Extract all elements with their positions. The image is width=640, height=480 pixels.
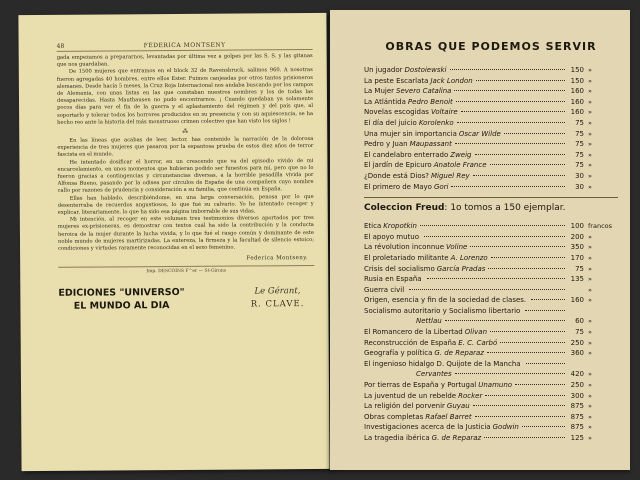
leader-dots	[473, 175, 565, 176]
book-entry	[364, 76, 618, 87]
paragraph: Mi intención, al recoger en este volumen tres testimonios diversos aportados por tres mujeres ex-prisioneras, es demostrar con textos cuál ha sido la contribución y la conducta heroica de la mujer durante la lucha vivida, y lo que fué el rasgo común y dominante de este noble mundo de mujeres martirizadas. La entereza, la firmeza y la facultad de silencio estoico; condiciones y virtudes raramente reconocidas en el sexo femenino.	[57, 215, 315, 252]
leader-dots	[488, 268, 565, 269]
left-page	[18, 13, 329, 471]
leader-dots	[531, 299, 565, 300]
book-title: La tragedia ibérica	[364, 434, 430, 442]
gerant-block	[251, 285, 305, 311]
book-author: Anatole France	[433, 161, 487, 170]
book-price: 75	[575, 264, 584, 273]
book-author: Unamuno	[478, 381, 513, 390]
book-price: 135	[570, 275, 584, 284]
book-entry	[364, 264, 618, 275]
book-entry	[364, 232, 618, 243]
book-title: La religión del porvenir	[364, 402, 445, 411]
divider	[364, 197, 618, 198]
paragraph: Ellas han hablado, describiéndome, en una larga conversación, penosa por lo que desenterraba de recuerdos angustiosos, lo que fué su calvario. Yo he intentado recoger y explicar, literariamente, lo que ha sido esa página imborrable de sus vidas.	[57, 193, 314, 216]
leader-dots	[515, 384, 565, 385]
book-price: 75	[575, 140, 584, 149]
signature: Federica Montseny.	[246, 255, 309, 262]
price-unit: »	[588, 391, 592, 400]
book-title: El primero de Mayo	[364, 182, 432, 191]
price-unit: »	[588, 296, 592, 305]
book-price: 75	[575, 129, 584, 138]
leader-dots	[470, 246, 565, 247]
leader-dots	[473, 405, 565, 406]
book-author: Guyau	[446, 402, 470, 411]
book-price: 875	[570, 402, 584, 411]
leader-dots	[451, 186, 565, 187]
book-price: 75	[575, 161, 584, 170]
price-unit: »	[588, 275, 592, 284]
price-unit: »	[588, 349, 592, 358]
book-title: Etica	[364, 222, 382, 231]
book-title: Guerra civil	[364, 285, 405, 294]
book-title: La juventud de un rebelde	[364, 391, 457, 400]
book-price: 350	[570, 243, 584, 252]
leader-dots	[475, 154, 566, 155]
paragraph: He intentado dosificar el horror, en un crescendo que va del episodio vivido de mi encarcelamiento, en unos momentos que hubieran podido ser funestos para mí, pero que no lo fueron gracias a contingencias y circunstancias diversas, a la horrible pesadilla vivida por Alfonsa Bueno, pasando por la odisea por círculos de España de una compañera cuyo nombre callo por razones de prudencia y consideración a su familia, que continúa en España.	[57, 157, 314, 195]
book-entry	[364, 401, 618, 412]
price-unit: »	[588, 232, 592, 241]
book-entry	[364, 316, 618, 327]
book-entry	[364, 422, 618, 433]
running-title: FEDERICA MONTSENY	[143, 41, 226, 50]
price-unit: »	[588, 253, 592, 262]
book-price: 420	[570, 370, 584, 379]
book-price: 75	[575, 150, 584, 159]
leader-dots	[487, 352, 565, 353]
book-entry	[364, 139, 618, 150]
book-author: E. C. Carbó	[458, 338, 498, 347]
leader-dots	[490, 164, 565, 165]
book-price: 250	[570, 338, 584, 347]
book-title: La révolution inconnue	[364, 243, 445, 252]
book-author: Nettlau	[416, 317, 442, 326]
price-unit: francos	[588, 222, 613, 231]
book-author: Jack London	[430, 76, 473, 85]
price-unit: »	[588, 243, 592, 252]
catalog-title: OBRAS QUE PODEMOS SERVIR	[385, 40, 597, 53]
leader-dots	[457, 122, 565, 123]
book-author: Oscar Wilde	[458, 129, 501, 138]
gerant-name: R. CLAVE.	[250, 299, 305, 310]
book-entry	[364, 86, 618, 97]
price-unit: »	[588, 97, 592, 106]
leader-dots	[526, 363, 565, 364]
works-list	[364, 65, 618, 192]
book-title: ¿Donde está Dios?	[364, 171, 429, 180]
leader-dots	[485, 395, 565, 396]
price-unit: »	[588, 150, 592, 159]
book-entry	[364, 65, 618, 76]
book-author: Rafael Barret	[425, 412, 472, 421]
leader-dots	[456, 101, 565, 102]
book-entry	[364, 107, 618, 118]
book-author: Godwin	[492, 423, 519, 432]
gerant-label: Le Gérant,	[254, 286, 301, 297]
book-author: G. de Reparaz	[431, 434, 482, 442]
book-price: 160	[570, 108, 584, 117]
book-entry	[364, 129, 618, 140]
book-title: La peste Escarlata	[364, 76, 429, 85]
paragraph: De 1500 mujeres que entramos en el block 32 de Ravensbruck, salimos 960. A nosotras fueron agregadas 40 hombres, entre ellos Ester. Fuimos canjeadas por otros tantos prisioneros alemanes. Desde hacía 5 meses, la Cruz Roja Internacional nos andaba buscando por los campos de Alemania, con unas listas en las que constaban nuestros nombres y los de todas las desaparecidas. Hasta Mauthausen no pudo encontrarnos. ¡ Cuando quedaban ya solamente pocos días para ver el fin de la guerra y el aplastamiento del régimen y del país que, al soportarlo y tolerar todos los horrores producidos en su presencia y con su aquiescencia, se ha hecho reo ante la historia del más monstruoso crimen colectivo que han visto los siglos !	[56, 67, 314, 126]
book-entry	[364, 380, 618, 391]
price-unit: »	[588, 66, 592, 74]
book-author: Zweig	[450, 150, 472, 159]
book-title: La Mujer	[364, 87, 395, 96]
collection-title: Coleccion Freud	[364, 203, 445, 214]
right-page	[330, 10, 630, 470]
leader-dots	[454, 90, 565, 91]
book-entry	[364, 150, 618, 161]
book-author: Kropotkin	[383, 222, 417, 231]
book-author: Korolenko	[418, 118, 454, 127]
book-title: El candelabro enterrado	[364, 150, 449, 159]
book-title: El día del juicio	[364, 118, 417, 127]
price-unit: »	[588, 338, 592, 347]
book-author: Olivan	[464, 328, 488, 337]
leader-dots	[420, 225, 565, 226]
book-author: Cervantes	[416, 370, 452, 379]
book-price: 160	[570, 87, 584, 96]
book-title: El Romancero de la Libertad	[364, 328, 463, 337]
leader-dots	[476, 80, 565, 81]
price-unit: »	[588, 118, 592, 127]
leader-dots	[484, 437, 565, 438]
book-price: 30	[575, 182, 584, 191]
book-author: Gori	[433, 182, 449, 191]
price-unit: »	[588, 434, 592, 442]
leader-dots	[522, 426, 565, 427]
book-author: A. Lorenzo	[450, 253, 488, 262]
book-entry	[364, 171, 618, 182]
book-title: Reconstrucción de España	[364, 338, 457, 347]
price-unit: »	[588, 423, 592, 432]
book-title: El ingenioso hidalgo D. Quijote de la Mancha	[364, 359, 521, 368]
book-price: 250	[570, 381, 584, 390]
book-entry	[364, 118, 618, 129]
book-price: 170	[570, 253, 584, 262]
leader-dots	[525, 310, 565, 311]
book-title: Obras completas	[364, 412, 424, 421]
book-title: Socialismo autoritario y Socialismo libertario	[364, 306, 521, 315]
book-entry	[364, 433, 618, 444]
book-title: Novelas escogidas	[364, 108, 429, 117]
book-entry	[364, 359, 618, 370]
book-price: 160	[570, 97, 584, 106]
collection-subtitle: : 1o tomos a 150 ejemplar.	[444, 203, 566, 214]
book-title: El apoyo mutuo	[364, 232, 419, 241]
book-entry	[364, 182, 618, 193]
book-title: Rusia en España	[364, 275, 422, 284]
book-price: 125	[570, 434, 584, 442]
book-entry	[364, 221, 618, 232]
book-author: G. de Reparaz	[434, 349, 484, 358]
price-unit: »	[588, 171, 592, 180]
publisher-series: EL MUNDO AL DIA	[73, 300, 170, 312]
book-title: El jardín de Epicuro	[364, 161, 432, 170]
book-price: 30	[575, 171, 584, 180]
collection-heading	[364, 203, 618, 213]
book-entry	[364, 306, 618, 317]
book-price: 150	[570, 76, 584, 85]
leader-dots	[455, 373, 565, 374]
leader-dots	[450, 69, 566, 70]
leader-dots	[455, 143, 565, 144]
collection-list	[364, 221, 618, 443]
book-entry	[364, 97, 618, 108]
paragraph: gada empezamos a prepararnos, levantadas por última vez a golpes por las S. S. y las gitanas que nos guardaban.	[56, 53, 313, 69]
book-author: Pedro Benoit	[407, 97, 453, 106]
book-price: 360	[570, 349, 584, 358]
book-title: Crisis del socialismo	[364, 264, 435, 273]
book-price: 875	[570, 412, 584, 421]
book-title: Un jugador	[364, 66, 403, 74]
leader-dots	[424, 236, 565, 237]
book-price: 150	[570, 66, 584, 74]
book-author: García Pradas	[436, 264, 486, 273]
book-entry	[364, 274, 618, 285]
imprint: Imp. DESCOINS F^er — St-Girons	[58, 265, 314, 275]
price-unit: »	[588, 328, 592, 337]
book-title: Una mujer sin importancia	[364, 129, 457, 138]
book-price: 75	[575, 328, 584, 337]
book-author: Maupassant	[409, 140, 452, 149]
leader-dots	[427, 278, 565, 279]
book-price: 60	[575, 317, 584, 326]
book-author: Rocker	[458, 391, 483, 400]
book-title: Investigaciones acerca de la Justicia	[364, 423, 491, 432]
book-price: 300	[570, 391, 584, 400]
running-header	[57, 41, 313, 52]
leader-dots	[500, 342, 565, 343]
publisher-name: EDICIONES "UNIVERSO"	[58, 287, 185, 300]
book-price: 875	[570, 423, 584, 432]
price-unit: »	[588, 140, 592, 149]
price-unit: »	[588, 412, 592, 421]
ornament: ⁂	[182, 127, 189, 135]
leader-dots	[504, 133, 565, 134]
leader-dots	[490, 331, 565, 332]
book-entry	[364, 160, 618, 171]
price-unit: »	[588, 285, 592, 294]
book-entry	[364, 285, 618, 296]
book-title: Por tierras de España y Portugal	[364, 381, 477, 390]
book-entry	[364, 412, 618, 423]
book-entry	[364, 338, 618, 349]
book-title: Origen, esencia y fin de la sociedad de clases.	[364, 296, 527, 305]
book-title: Geografía y política	[364, 349, 433, 358]
leader-dots	[491, 257, 565, 258]
leader-dots	[461, 111, 565, 112]
price-unit: »	[588, 370, 592, 379]
book-entry	[364, 391, 618, 402]
book-entry	[364, 242, 618, 253]
book-price: 100	[570, 222, 584, 231]
leader-dots	[409, 289, 565, 290]
book-author: Severo Catalina	[396, 87, 452, 96]
price-unit: »	[588, 76, 592, 85]
page-number: 48	[56, 42, 65, 50]
book-entry	[364, 253, 618, 264]
book-entry	[364, 369, 618, 380]
book-price: 200	[570, 232, 584, 241]
book-title: Pedro y Juan	[364, 140, 408, 149]
book-entry	[364, 295, 618, 306]
book-title: El proletariado militante	[364, 253, 449, 262]
leader-dots	[475, 416, 565, 417]
price-unit: »	[588, 129, 592, 138]
book-entry	[364, 327, 618, 338]
price-unit: »	[588, 108, 592, 117]
book-author: Voltaire	[430, 108, 458, 117]
book-price: 75	[575, 118, 584, 127]
book-author: Dostoiewski	[404, 66, 447, 74]
paragraph: En las líneas que acabas de leer, lector, has contenido la narración de la dolorosa experiencia de tres mujeres que pasaron por la espantosa prueba de estos diez años de terror fascista en el mundo.	[57, 136, 314, 159]
book-author: Miguel Rey	[431, 171, 470, 180]
publisher-footer	[58, 285, 314, 313]
book-price: 160	[570, 296, 584, 305]
publisher-block	[58, 286, 184, 313]
price-unit: »	[588, 264, 592, 273]
book-author: Voline	[446, 243, 468, 252]
book-title: La Atlántida	[364, 97, 406, 106]
price-unit: »	[588, 87, 592, 96]
price-unit: »	[588, 317, 592, 326]
leader-dots	[445, 320, 565, 321]
price-unit: »	[588, 182, 592, 191]
price-unit: »	[588, 381, 592, 390]
price-unit: »	[588, 402, 592, 411]
book-entry	[364, 348, 618, 359]
price-unit: »	[588, 161, 592, 170]
